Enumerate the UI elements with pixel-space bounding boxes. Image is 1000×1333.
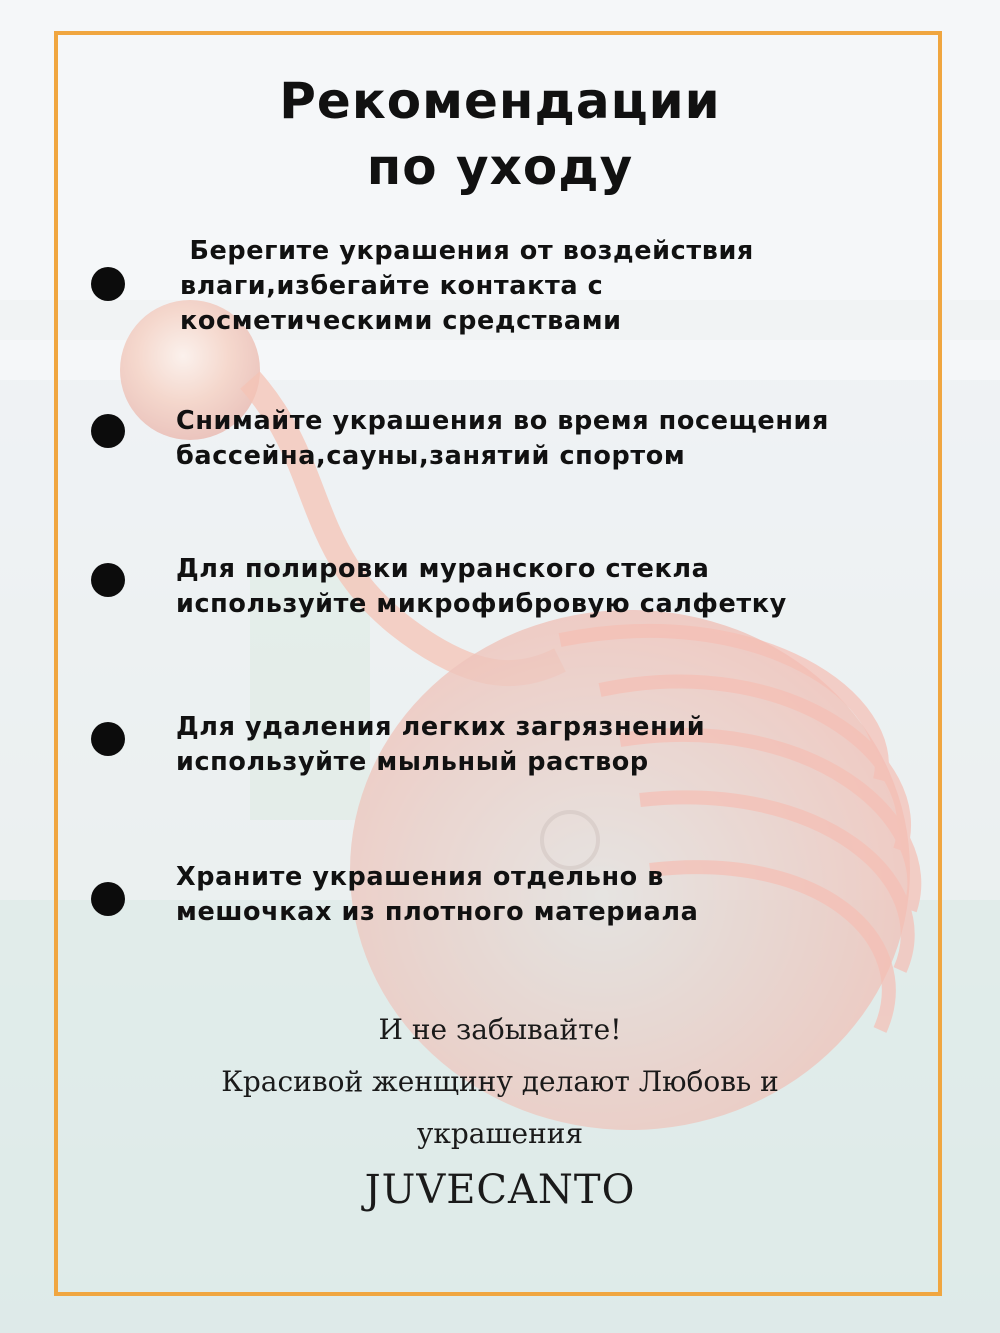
- closing-line-1: И не забывайте!: [378, 1013, 622, 1046]
- care-tip: [176, 404, 916, 474]
- title-line-2: по уходу: [366, 138, 634, 196]
- care-tip: [176, 552, 916, 622]
- closing-line-3: украшения: [416, 1117, 584, 1150]
- title-line-1: Рекомендации: [279, 72, 721, 130]
- care-tip-line: влаги,избегайте контакта с: [180, 271, 604, 301]
- care-tip-line: Храните украшения отдельно в: [176, 862, 665, 892]
- bullet-dot: [91, 882, 125, 916]
- care-tip-line: бассейна,сауны,занятий спортом: [176, 441, 686, 471]
- care-tip-line: Для удаления легких загрязнений: [176, 712, 706, 742]
- care-tip: [176, 710, 916, 780]
- care-tip-line: используйте микрофибровую салфетку: [176, 589, 787, 619]
- bullet-dot: [91, 563, 125, 597]
- closing-line-2: Красивой женщину делают Любовь и: [221, 1065, 779, 1098]
- closing-message: [100, 1004, 900, 1160]
- care-tip-line: Снимайте украшения во время посещения: [176, 406, 829, 436]
- page-title: [100, 68, 900, 200]
- bullet-dot: [91, 722, 125, 756]
- care-tip-line: Берегите украшения от воздействия: [180, 236, 754, 266]
- care-tip-line: мешочках из плотного материала: [176, 897, 699, 927]
- care-tip-line: используйте мыльный раствор: [176, 747, 649, 777]
- care-tip-line: Для полировки муранского стекла: [176, 554, 710, 584]
- bullet-dot: [91, 267, 125, 301]
- care-tip-line: косметическими средствами: [180, 306, 622, 336]
- care-tip: [180, 234, 920, 339]
- bullet-dot: [91, 414, 125, 448]
- care-tip: [176, 860, 916, 930]
- brand-name: JUVECANTO: [364, 1167, 636, 1213]
